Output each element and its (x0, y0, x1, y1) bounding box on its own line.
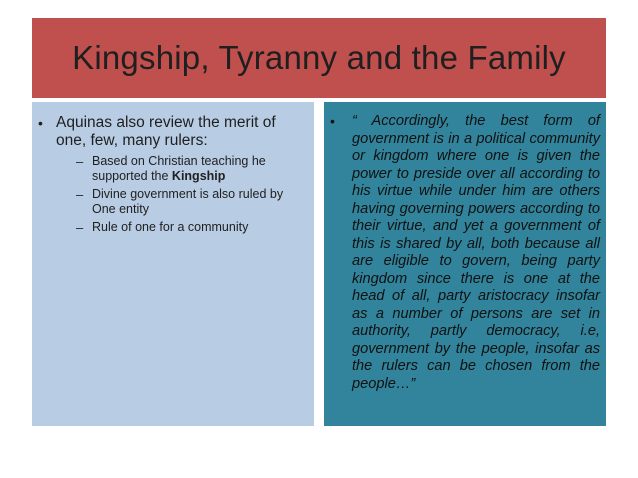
dash-icon: – (76, 154, 84, 169)
dash-icon: – (76, 187, 84, 202)
right-quote-panel (324, 102, 606, 426)
sub-item-bold: Kingship (171, 169, 226, 183)
bullet-icon: • (330, 113, 335, 129)
slide-title: Kingship, Tyranny and the Family (72, 39, 566, 76)
slide-title-bar (32, 18, 606, 98)
sub-item-divine (76, 187, 306, 217)
quote-text: “ Accordingly, the best form of government is in a political community or kingdom where one is given the power to preside over all according to his virtue while under him are others having governing powers according to their virtue, and yet a government of this is shared by all, both because all are eligible to govern, being party kingdom since there is one at the head of all, party aristocracy insofar as a number of persons are set in authority, partly democracy, i.e, government by the people, insofar as the rulers can be chosen from the people…” (352, 113, 600, 392)
left-subitems (76, 154, 306, 235)
right-bullet-item (330, 113, 600, 393)
sub-item-prefix: Based on Christian teaching he supported the (92, 154, 266, 183)
dash-icon: – (76, 220, 84, 235)
left-main-text: Aquinas also review the merit of one, few, many rulers: (56, 114, 276, 149)
sub-item-text (92, 154, 306, 184)
sub-item-text: Rule of one for a community (92, 220, 249, 234)
left-content-panel (32, 102, 314, 426)
sub-item-text: Divine government is also ruled by One entity (92, 187, 284, 216)
sub-item-rule (76, 220, 306, 235)
bullet-icon: • (38, 115, 43, 131)
left-bullet-item (38, 114, 306, 238)
sub-item-kingship (76, 154, 306, 184)
